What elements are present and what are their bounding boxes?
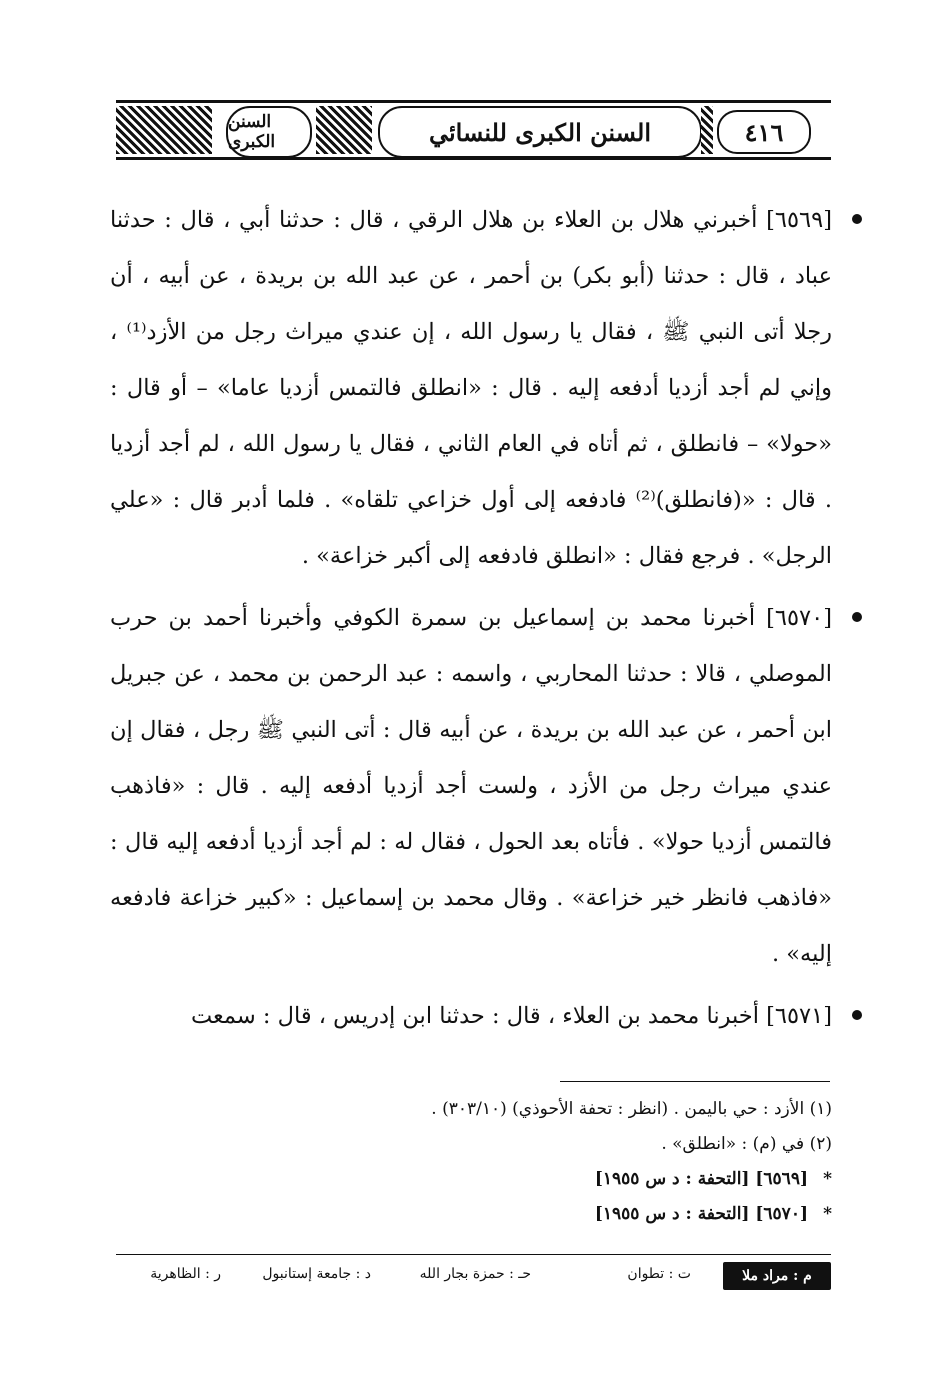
header-bottom-rule xyxy=(116,157,831,160)
bullet-icon xyxy=(852,214,862,224)
bottom-rule xyxy=(116,1254,831,1255)
manuscript-key xyxy=(116,1262,831,1292)
hadith-paragraph xyxy=(110,590,832,982)
hadith-text: [٦٥٧٠] أخبرنا محمد بن إسماعيل بن سمرة الكوفي وأخبرنا أحمد بن حرب الموصلي ، قالا : حدثنا المحاربي ، واسمه : عبد الرحمن بن محمد ، عن جبريل ابن أحمر ، عن عبد الله بن بريدة ، عن أبيه قال : أتى النبي ﷺ رجل ، فقال إن عندي ميراث رجل من الأزد ، ولست أجد أزديا أدفعه إليه . قال : «فاذهب فالتمس أزديا حولا» . فأتاه بعد الحول ، فقال له : لم أجد أزديا أدفعه إليه قال : «فاذهب فانظر خير خزاعة» . وقال محمد بن إسماعيل : «كبير خزاعة فادفعه إليه» . xyxy=(110,605,832,967)
reference-text: [٦٥٧٠] [التحفة : د س ١٩٥٥] xyxy=(594,1204,808,1224)
hadith-paragraph xyxy=(110,192,832,584)
manuscript-label: ت : تطوان xyxy=(627,1266,691,1282)
star-icon: * xyxy=(823,1169,832,1189)
hadith-text: [٦٥٦٩] أخبرني هلال بن العلاء بن هلال الرقي ، قال : حدثنا أبي ، قال : حدثنا عباد ، قال : حدثنا (أبو بكر) بن أحمر ، عن عبد الله بن بريدة ، عن أبيه ، أن رجلا أتى النبي ﷺ ، فقال يا رسول الله ، إن عندي ميراث رجل من الأزد⁽¹⁾ ، وإني لم أجد أزديا أدفعه إليه . قال : «انطلق فالتمس أزديا عاما» – أو قال : «حولا» – فانطلق ، ثم أتاه في العام الثاني ، فقال يا رسول الله ، لم أجد أزديا . قال : «(فانطلق)⁽²⁾ فادفعه إلى أول خزاعي تلقاه» . فلما أدبر قال : «علي الرجل» . فرجع فقال : «انطلق فادفعه إلى أكبر خزاعة» . xyxy=(110,207,832,569)
bullet-icon xyxy=(852,1010,862,1020)
header-ornament-middle xyxy=(316,106,372,154)
hadith-text: [٦٥٧١] أخبرنا محمد بن العلاء ، قال : حدثنا ابن إدريس ، قال : سمعت xyxy=(190,1003,832,1029)
footnote: (٢) في (م) : «انطلق» . xyxy=(661,1134,832,1154)
manuscript-label: ر : الظاهرية xyxy=(150,1266,221,1282)
footnote: (١) الأزد : حي باليمن . (انظر : تحفة الأحوذي) (٣٠٣/١٠) . xyxy=(431,1099,832,1119)
reference-line xyxy=(110,1197,832,1232)
hadith-paragraph xyxy=(110,988,832,1044)
page-header xyxy=(116,100,831,160)
manuscript-label-highlighted: م : مراد ملا xyxy=(723,1262,831,1290)
book-title: السنن الكبرى للنسائي xyxy=(378,106,702,158)
manuscript-label: د : جامعة إستانبول xyxy=(262,1266,371,1282)
reference-line xyxy=(110,1162,832,1197)
header-ornament-left xyxy=(116,106,212,154)
main-text xyxy=(110,192,832,1044)
header-top-rule xyxy=(116,100,831,103)
footnotes xyxy=(110,1092,832,1232)
manuscript-label: حـ : حمزة بجار الله xyxy=(419,1266,531,1282)
star-icon: * xyxy=(823,1204,832,1224)
bullet-icon xyxy=(852,612,862,622)
footnote-separator xyxy=(560,1081,830,1082)
header-ornament-middle-right xyxy=(701,106,713,154)
page-number: ٤١٦ xyxy=(717,110,811,154)
book-emblem: السنن الكبرى xyxy=(226,106,312,158)
reference-text: [٦٥٦٩] [التحفة : د س ١٩٥٥] xyxy=(594,1169,808,1189)
